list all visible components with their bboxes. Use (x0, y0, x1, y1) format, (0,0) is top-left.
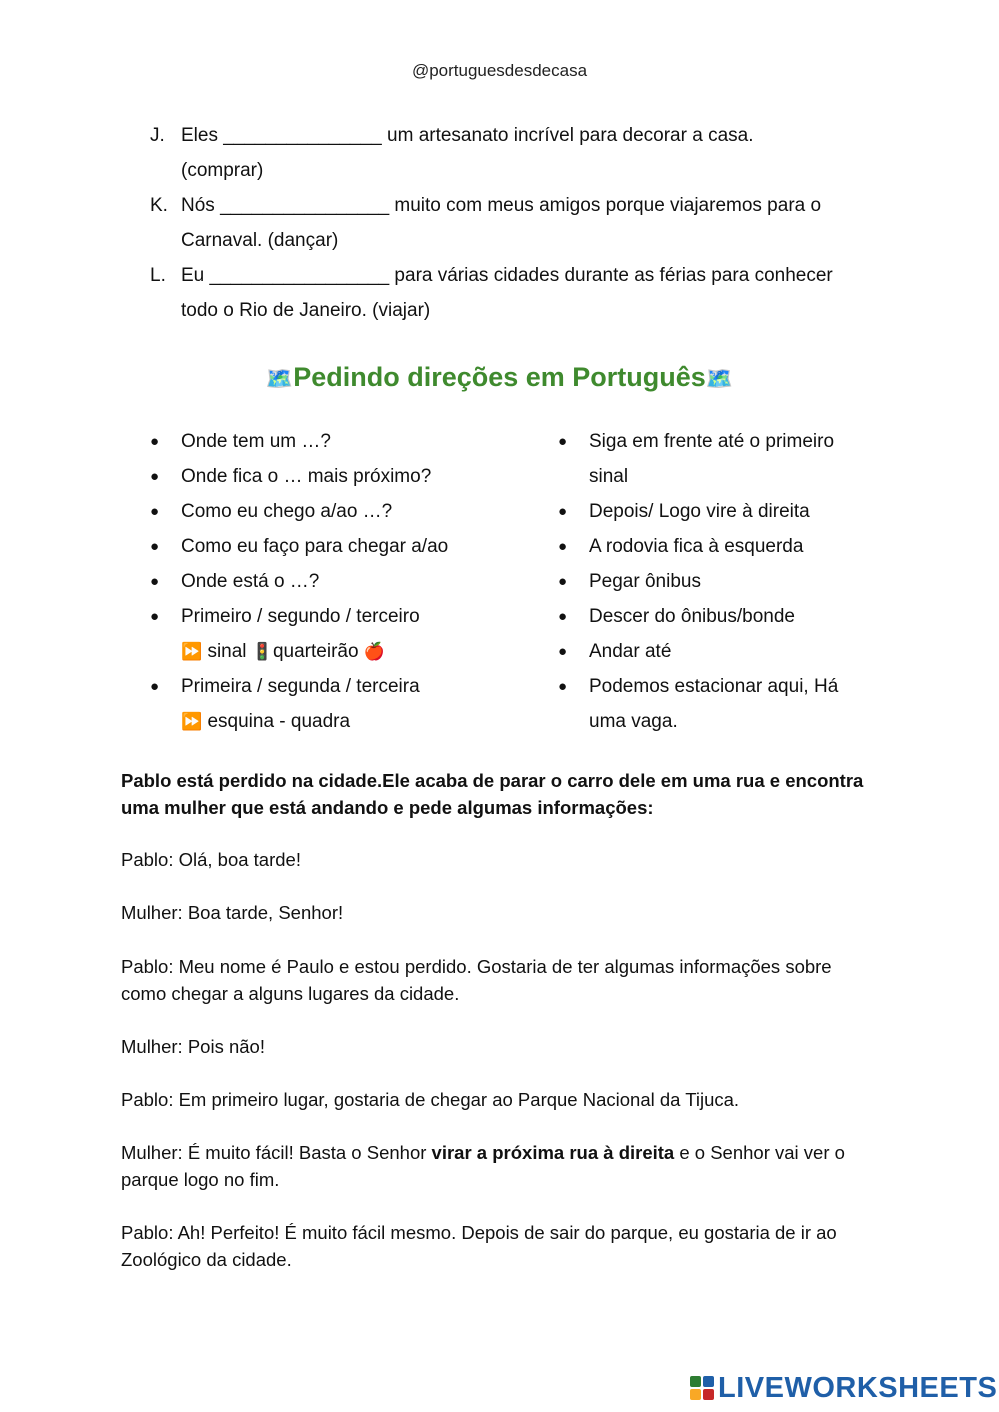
list-item-line: Primeiro / segundo / terceiro (181, 606, 420, 627)
list-item (150, 669, 530, 739)
dialog-text: Mulher: É muito fácil! Basta o Senhor (121, 1142, 432, 1163)
bullet-icon: ● (150, 468, 160, 485)
exercise-line: Eles _______________ um artesanato incrível para decorar a casa. (181, 125, 754, 146)
bullet-icon: ● (150, 573, 160, 590)
bullet-icon: ● (558, 643, 568, 660)
dialog-emphasis: virar a próxima rua à direita (431, 1142, 675, 1163)
bullet-icon: ● (558, 503, 568, 520)
exercise-text (181, 258, 890, 328)
dialog-line: Pablo: Olá, boa tarde! (121, 849, 301, 870)
dialog-line: Mulher: Pois não! (121, 1036, 265, 1057)
dialog-line (121, 1139, 881, 1193)
exercise-line: Eu _________________ para várias cidades durante as férias para conhecer (181, 265, 833, 286)
exercise-list (150, 118, 890, 328)
fast-forward-icon: ⏩ (181, 712, 203, 731)
dialog-line: Pablo: Meu nome é Paulo e estou perdido. Gostaria de ter algumas informações sobre como chegar a alguns lugares da cidade. (121, 956, 832, 1004)
exercise-line: (comprar) (181, 160, 264, 181)
section-title-text: Pedindo direções em Português (293, 362, 706, 392)
list-item-text: Pegar ônibus (589, 571, 701, 592)
exercise-item-l (150, 258, 890, 328)
list-item-text (181, 599, 530, 669)
logo-square (690, 1376, 701, 1387)
map-icon: 🗺️ (705, 366, 734, 391)
list-item (558, 669, 888, 739)
list-item (558, 564, 888, 599)
exercise-text (181, 118, 890, 188)
map-icon: 🗺️ (265, 366, 294, 391)
dialog-text: e o Senhor vai ver o parque logo no fim. (121, 1142, 845, 1190)
list-item-text: A rodovia fica à esquerda (589, 536, 804, 557)
list-item-line: sinal (589, 466, 629, 487)
exercise-line: todo o Rio de Janeiro. (viajar) (181, 300, 431, 321)
list-item-line: Primeira / segunda / terceira (181, 676, 420, 697)
list-item (558, 494, 888, 529)
exercise-text (181, 188, 890, 258)
list-item-text (589, 424, 888, 494)
list-item-line: Siga em frente até o primeiro (589, 431, 835, 452)
list-item-text: Depois/ Logo vire à direita (589, 501, 810, 522)
section-title (0, 362, 999, 393)
list-item-text: Como eu faço para chegar a/ao (181, 536, 449, 557)
list-item (150, 459, 530, 494)
list-item (150, 599, 530, 669)
list-item-line: esquina - quadra (207, 711, 351, 732)
logo-mark-icon (690, 1376, 714, 1400)
list-item-text: Onde fica o … mais próximo? (181, 466, 432, 487)
bullet-icon: ● (558, 608, 568, 625)
list-item-line: uma vaga. (589, 711, 678, 732)
bullet-icon: ● (558, 538, 568, 555)
bullet-icon: ● (558, 573, 568, 590)
bullet-icon: ● (150, 678, 160, 695)
list-item-word: quarteirão (272, 641, 359, 662)
page-header-handle: @portuguesdesdecasa (411, 61, 588, 80)
exercise-letter: L. (150, 265, 166, 286)
logo-square (690, 1389, 701, 1400)
fast-forward-icon: ⏩ (181, 642, 203, 661)
exercise-line: Nós ________________ muito com meus amigos porque viajaremos para o (181, 195, 822, 216)
exercise-letter: J. (150, 125, 165, 146)
exercise-item-j (150, 118, 890, 188)
logo-square (703, 1389, 714, 1400)
list-item (558, 599, 888, 634)
dialog-line: Pablo: Em primeiro lugar, gostaria de chegar ao Parque Nacional da Tijuca. (121, 1089, 740, 1110)
traffic-light-icon: 🚦 (251, 642, 273, 661)
liveworksheets-logo (690, 1368, 997, 1408)
logo-text: LIVEWORKSHEETS (718, 1371, 998, 1404)
bullet-icon: ● (150, 608, 160, 625)
list-item (150, 424, 530, 459)
bullet-icon: ● (150, 503, 160, 520)
list-item-text: Onde tem um …? (181, 431, 331, 452)
list-item (150, 494, 530, 529)
list-item (558, 529, 888, 564)
list-item-word: sinal (207, 641, 247, 662)
list-item (558, 634, 888, 669)
apple-icon: 🍎 (363, 642, 385, 661)
list-item-line: Podemos estacionar aqui, Há (589, 676, 839, 697)
bullet-icon: ● (558, 678, 568, 695)
list-item-text: Onde está o …? (181, 571, 320, 592)
list-item (150, 564, 530, 599)
phrases-left-column (150, 424, 530, 739)
list-item-text (589, 669, 888, 739)
list-item-text (181, 669, 530, 739)
bullet-icon: ● (558, 433, 568, 450)
list-item-text: Descer do ônibus/bonde (589, 606, 795, 627)
phrases-right-column (558, 424, 888, 739)
exercise-letter: K. (150, 195, 168, 216)
list-item (558, 424, 888, 494)
story-intro: Pablo está perdido na cidade.Ele acaba de parar o carro dele em uma rua e encontra uma mulher que está andando e pede algumas informações: (121, 770, 864, 818)
bullet-icon: ● (150, 538, 160, 555)
bullet-icon: ● (150, 433, 160, 450)
list-item-text: Como eu chego a/ao …? (181, 501, 393, 522)
exercise-item-k (150, 188, 890, 258)
dialog-line: Mulher: Boa tarde, Senhor! (121, 902, 344, 923)
dialog-line: Pablo: Ah! Perfeito! É muito fácil mesmo. Depois de sair do parque, eu gostaria de ir ao Zoológico da cidade. (121, 1222, 837, 1270)
list-item-text: Andar até (589, 641, 672, 662)
exercise-line: Carnaval. (dançar) (181, 230, 339, 251)
list-item (150, 529, 530, 564)
logo-square (703, 1376, 714, 1387)
